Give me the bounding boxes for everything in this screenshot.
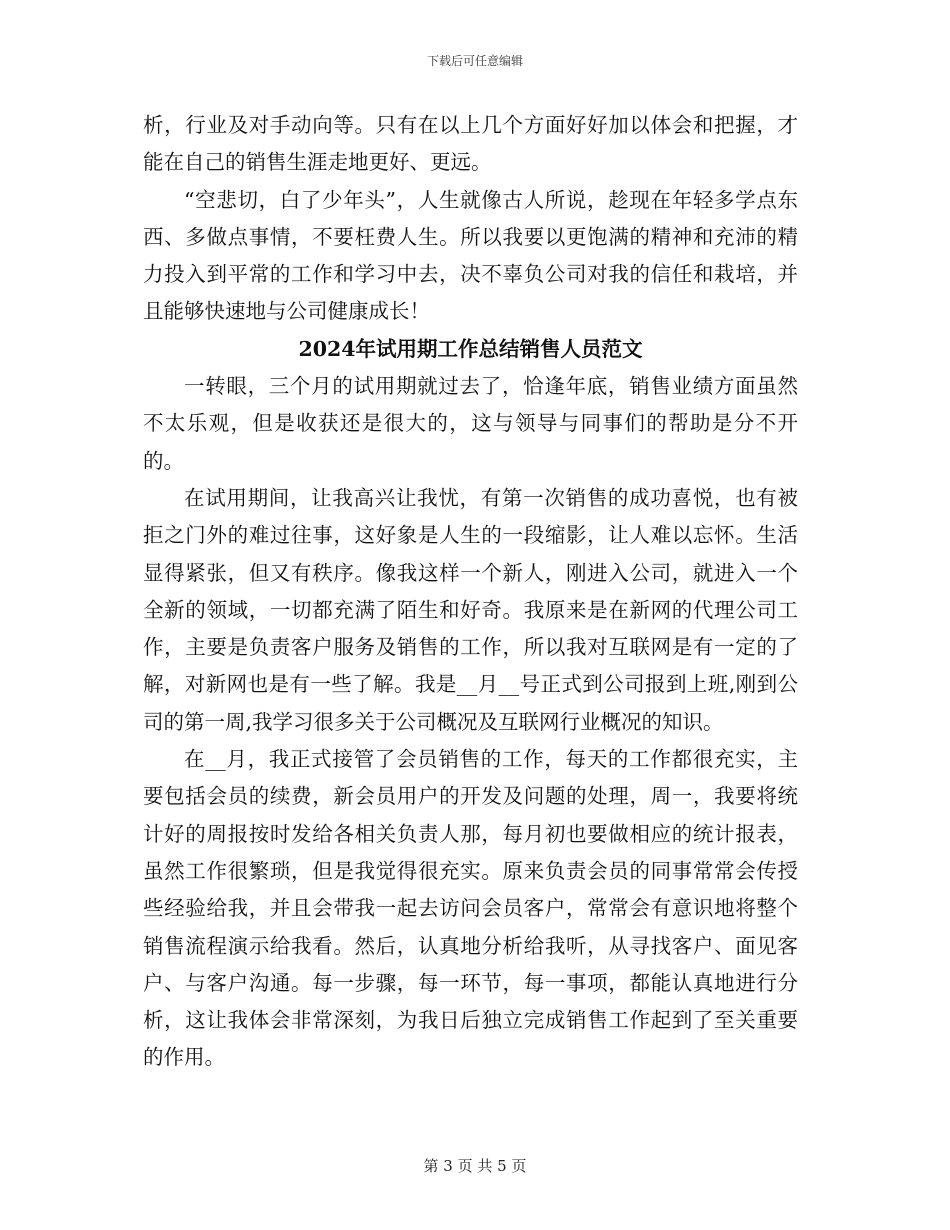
page-header: 下载后可任意编辑 [426,54,523,68]
paragraph-member-sales: 在__月，我正式接管了会员销售的工作，每天的工作都很充实，主要包括会员的续费，新会员用户的开发及问题的处理，周一，我要将统计好的周报按时发给各相关负责人那，每月初也要做相应的统计报表，虽然工作很繁琐，但是我觉得很充实。原来负责会员的同事常常会传授些经验给我，并且会带我一起去访问会员客户，常常会有意识地将整个销售流程演示给我看。然后，认真地分析给我听，从寻找客户、面见客户、与客户沟通。每一步骤，每一环节，每一事项，都能认真地进行分析，这让我体会非常深刻，为我日后独立完成销售工作起到了至关重要的作用。 [143,747,798,1070]
paragraph-intro: 一转眼，三个月的试用期就过去了，恰逢年底，销售业绩方面虽然不太乐观，但是收获还是很大的，这与领导与同事们的帮助是分不开的。 [143,374,798,473]
paragraph-youth-quote: “空悲切，白了少年头”，人生就像古人所说，趁现在年轻多学点东西、多做点事情，不要枉费人生。所以我要以更饱满的精神和充沛的精力投入到平常的工作和学习中去，决不辜负公司对我的信任和栽培，并且能够快速地与公司健康成长！ [143,187,798,324]
section-title: 2024年试用期工作总结销售人员范文 [298,336,643,361]
paragraph-trial-period: 在试用期间，让我高兴让我忧，有第一次销售的成功喜悦，也有被拒之门外的难过往事，这好象是人生的一段缩影，让人难以忘怀。生活显得紧张，但又有秩序。像我这样一个新人，刚进入公司，就进入一个全新的领域，一切都充满了陌生和好奇。我原来是在新网的代理公司工作，主要是负责客户服务及销售的工作，所以我对互联网是有一定的了解，对新网也是有一些了解。我是__月__号正式到公司报到上班,刚到公司的第一周,我学习很多关于公司概况及互联网行业概况的知识。 [143,485,798,734]
page-footer: 第 3 页 共 5 页 [423,1157,527,1175]
document-body [143,107,798,1077]
paragraph-continuation: 析，行业及对手动向等。只有在以上几个方面好好加以体会和把握，才能在自己的销售生涯走地更好、更远。 [143,113,798,175]
